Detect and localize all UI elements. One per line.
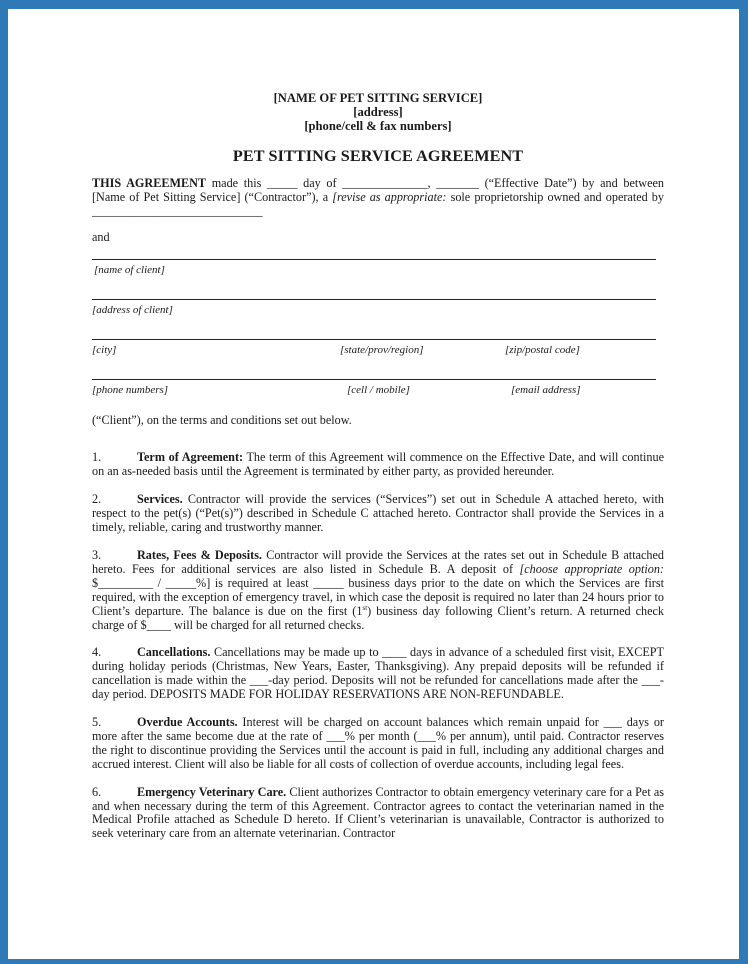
document-title: PET SITTING SERVICE AGREEMENT [232, 147, 524, 165]
section-heading: Term of Agreement: [137, 450, 244, 465]
section-rates [92, 549, 664, 632]
client-phone-field [92, 365, 664, 405]
service-phone: [phone/cell & fax numbers] [304, 119, 452, 133]
agreement-body [92, 91, 664, 841]
city-label: [city] [92, 343, 117, 356]
section-number: 5. [92, 715, 102, 730]
field-line [92, 259, 656, 260]
section-heading: Overdue Accounts. [137, 715, 238, 730]
client-name-field [92, 245, 664, 285]
phone-label: [phone numbers] [92, 383, 169, 396]
section-heading: Cancellations. [137, 645, 211, 660]
section-text: The term of this Agreement will commence on the Effective Date, and will continue on an as-needed basis until the Agreement is terminated by either party, as provided hereunder. [92, 450, 664, 479]
intro-text-2: sole proprietorship owned and operated by ____________________________ [92, 189, 664, 218]
section-heading: Emergency Veterinary Care. [137, 784, 287, 799]
email-label: [email address] [511, 383, 581, 396]
section-text: Client authorizes Contractor to obtain emergency veterinary care for a Pet as and when necessary during the term of this Agreement. Contractor agrees to contact the veterinarian named in the Medical Profile attached as Schedule D hereto. If Client’s veterinarian is unavailable, Contractor is authorized to seek veterinary care from an alternate veterinarian. Contractor [92, 784, 664, 841]
section-number: 2. [92, 492, 102, 507]
client-city-field [92, 325, 664, 365]
section-number: 6. [92, 784, 102, 799]
section-emergency-vet [92, 786, 664, 842]
field-line [92, 339, 656, 340]
section-text: $_________ / _____%] is required at least _____ business days prior to the date on which the Services are first required, with the exception of emergency travel, in which case the deposit is required no later than 24 hours prior to Client’s departure. The balance is due on the first (1 [92, 575, 664, 618]
intro-text-1: made this _____ day of ______________, _______ (“Effective Date”) by and between [Name of Pet Sitting Service] (“Contractor”), a [92, 175, 664, 204]
section-italic: [choose appropriate option: [519, 561, 664, 576]
section-number: 1. [92, 450, 102, 465]
field-line [92, 299, 656, 300]
service-name: [NAME OF PET SITTING SERVICE] [273, 91, 483, 105]
section-text: ) business day following Client’s return. A returned check charge of $____ will be charged for all returned checks. [92, 603, 664, 632]
section-services [92, 493, 664, 535]
field-line [92, 379, 656, 380]
intro-bold: THIS AGREEMENT [92, 175, 207, 190]
section-text: Cancellations may be made up to ____ days in advance of a scheduled first visit, EXCEPT during holiday periods (Christmas, New Years, Easter, Thanksgiving). Any prepaid deposits will be refunded if cancellation is made within the ___-day period. Deposits will not be refunded for cancellations made after the ___-day period. DEPOSITS MADE FOR HOLIDAY RESERVATIONS ARE NON-REFUNDABLE. [92, 645, 664, 702]
document-page [8, 9, 739, 959]
section-number: 4. [92, 645, 102, 660]
section-text: Contractor will provide the Services at the rates set out in Schedule B attached hereto. Fees for additional services are also listed in Schedule B. A deposit of [92, 547, 664, 576]
state-label: [state/prov/region] [340, 343, 424, 356]
section-overdue [92, 716, 664, 772]
intro-paragraph [92, 177, 664, 219]
ordinal-suffix: st [362, 603, 368, 612]
section-text: Contractor will provide the services (“Services”) set out in Schedule A attached hereto, with respect to the pet(s) (“Pet(s)”) described in Schedule C attached hereto. Contractor shall provide the Services in a timely, reliable, caring and trustworthy manner. [92, 492, 664, 535]
client-address-field [92, 285, 664, 325]
section-number: 3. [92, 547, 102, 562]
zip-label: [zip/postal code] [505, 343, 580, 356]
section-text: Interest will be charged on account balances which remain unpaid for ___ days or more after the same become due at the rate of ___% per month (___% per annum), until paid. Contractor reserves the right to discontinue providing the Services until the account is paid in full, including any additional charges and accrued interest. Client will also be liable for all costs of collection of overdue accounts, including legal fees. [92, 715, 664, 771]
client-address-label: [address of client] [92, 303, 173, 316]
and-label: and [92, 229, 110, 244]
cell-label: [cell / mobile] [347, 383, 410, 396]
section-term [92, 451, 664, 479]
client-definition: (“Client”), on the terms and conditions set out below. [92, 412, 352, 427]
service-address: [address] [353, 105, 403, 119]
section-heading: Rates, Fees & Deposits. [137, 547, 262, 562]
client-name-label: [name of client] [94, 263, 165, 276]
section-cancellations [92, 646, 664, 702]
section-heading: Services. [137, 492, 183, 507]
intro-italic: [revise as appropriate: [332, 189, 447, 204]
